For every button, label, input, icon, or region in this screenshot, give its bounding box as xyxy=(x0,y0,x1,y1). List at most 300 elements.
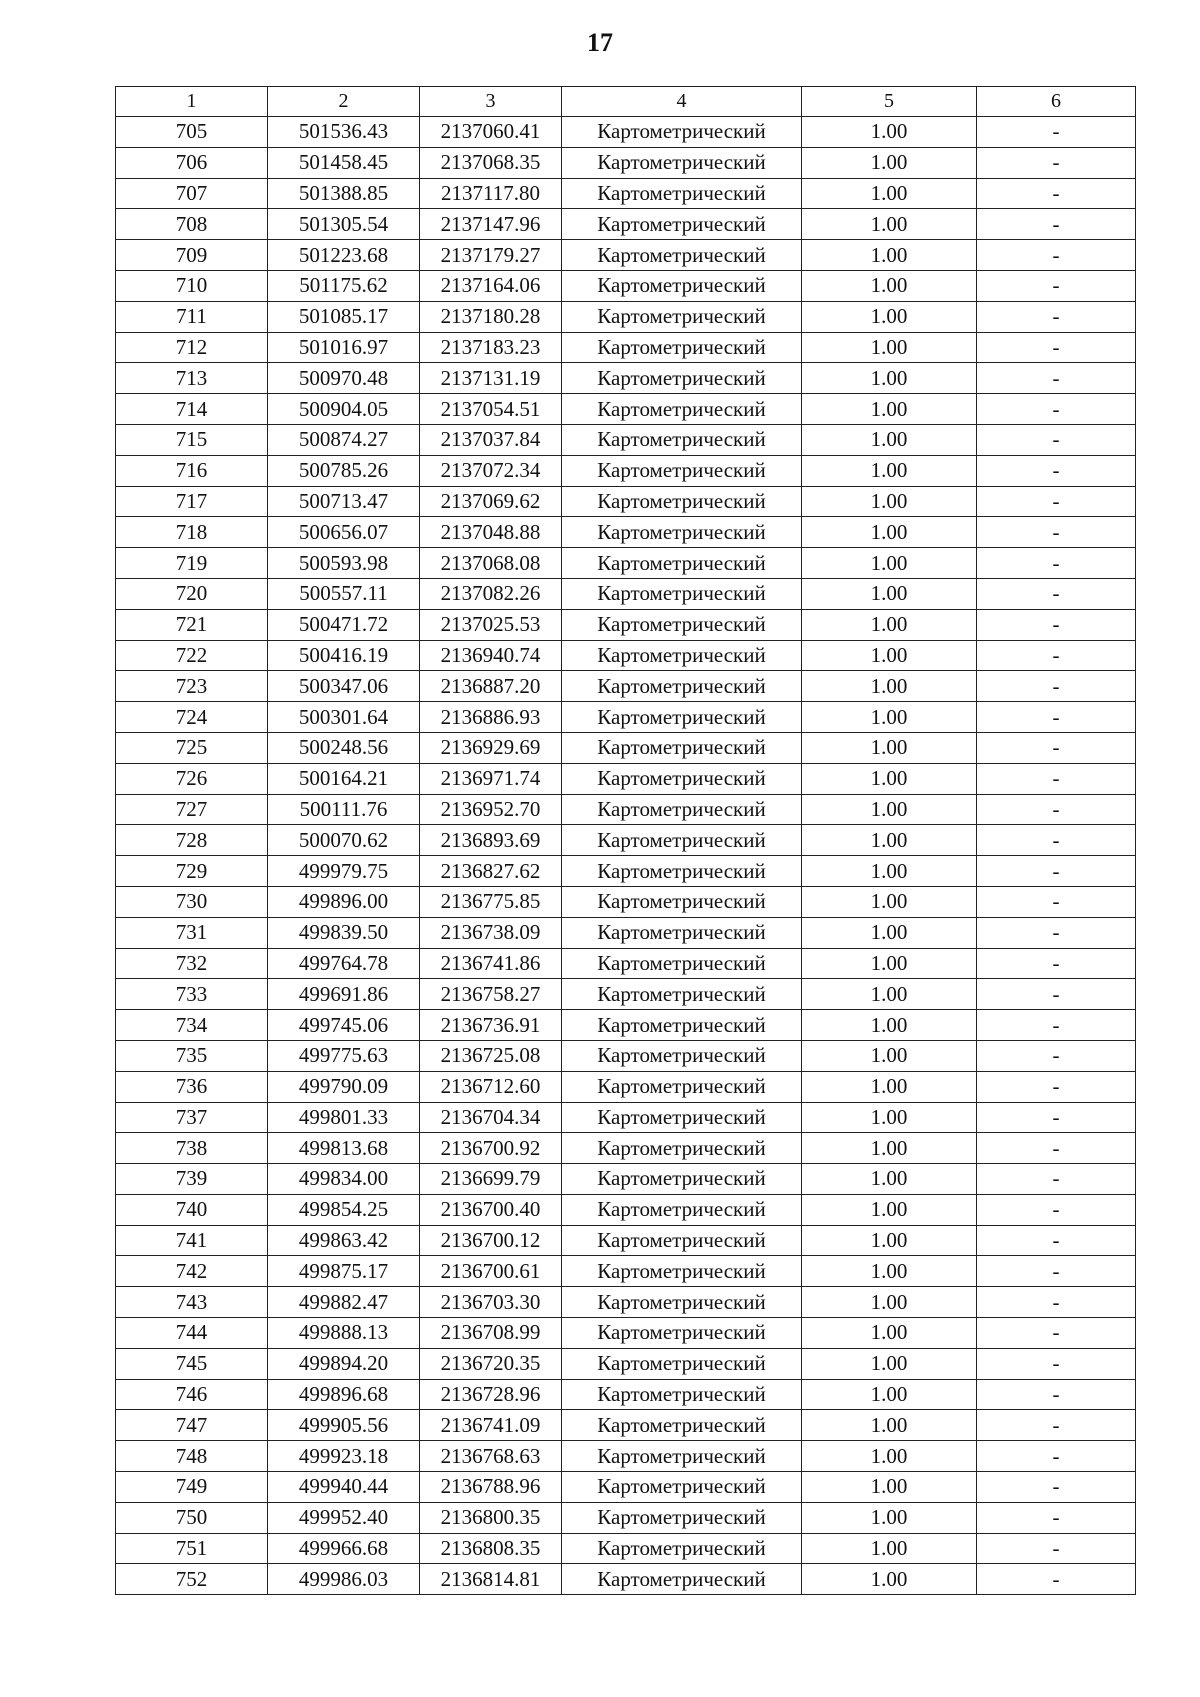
header-row xyxy=(116,87,1136,117)
y-coordinate-cell: 2136703.30 xyxy=(420,1287,562,1318)
table-row xyxy=(116,301,1136,332)
y-coordinate-cell: 2136758.27 xyxy=(420,979,562,1010)
description-cell: - xyxy=(977,825,1136,856)
table-row xyxy=(116,825,1136,856)
method-cell: Картометрический xyxy=(562,825,802,856)
x-coordinate-cell: 499854.25 xyxy=(268,1194,420,1225)
y-coordinate-cell: 2136736.91 xyxy=(420,1010,562,1041)
table-row xyxy=(116,1133,1136,1164)
x-coordinate-cell: 499745.06 xyxy=(268,1010,420,1041)
method-cell: Картометрический xyxy=(562,517,802,548)
accuracy-cell: 1.00 xyxy=(802,240,977,271)
point-number-cell: 738 xyxy=(116,1133,268,1164)
table-row xyxy=(116,1194,1136,1225)
description-cell: - xyxy=(977,1164,1136,1195)
description-cell: - xyxy=(977,270,1136,301)
method-cell: Картометрический xyxy=(562,394,802,425)
description-cell: - xyxy=(977,917,1136,948)
table-row xyxy=(116,1472,1136,1503)
table-row xyxy=(116,1441,1136,1472)
y-coordinate-cell: 2136700.12 xyxy=(420,1225,562,1256)
description-cell: - xyxy=(977,517,1136,548)
description-cell: - xyxy=(977,640,1136,671)
table-row xyxy=(116,363,1136,394)
y-coordinate-cell: 2136741.09 xyxy=(420,1410,562,1441)
description-cell: - xyxy=(977,1194,1136,1225)
method-cell: Картометрический xyxy=(562,1133,802,1164)
y-coordinate-cell: 2136887.20 xyxy=(420,671,562,702)
table-row xyxy=(116,856,1136,887)
point-number-cell: 705 xyxy=(116,117,268,148)
point-number-cell: 706 xyxy=(116,147,268,178)
method-cell: Картометрический xyxy=(562,1194,802,1225)
description-cell: - xyxy=(977,702,1136,733)
y-coordinate-cell: 2137037.84 xyxy=(420,424,562,455)
table-row xyxy=(116,1348,1136,1379)
y-coordinate-cell: 2136929.69 xyxy=(420,732,562,763)
point-number-cell: 725 xyxy=(116,732,268,763)
table-row xyxy=(116,1318,1136,1349)
y-coordinate-cell: 2136712.60 xyxy=(420,1071,562,1102)
description-cell: - xyxy=(977,1010,1136,1041)
point-number-cell: 716 xyxy=(116,455,268,486)
description-cell: - xyxy=(977,1133,1136,1164)
y-coordinate-cell: 2137164.06 xyxy=(420,270,562,301)
description-cell: - xyxy=(977,1472,1136,1503)
description-cell: - xyxy=(977,394,1136,425)
description-cell: - xyxy=(977,1225,1136,1256)
description-cell: - xyxy=(977,671,1136,702)
point-number-cell: 721 xyxy=(116,609,268,640)
table-row xyxy=(116,1010,1136,1041)
x-coordinate-cell: 499905.56 xyxy=(268,1410,420,1441)
x-coordinate-cell: 499896.00 xyxy=(268,886,420,917)
method-cell: Картометрический xyxy=(562,178,802,209)
point-number-cell: 708 xyxy=(116,209,268,240)
x-coordinate-cell: 499813.68 xyxy=(268,1133,420,1164)
accuracy-cell: 1.00 xyxy=(802,455,977,486)
description-cell: - xyxy=(977,240,1136,271)
y-coordinate-cell: 2136814.81 xyxy=(420,1564,562,1595)
accuracy-cell: 1.00 xyxy=(802,886,977,917)
description-cell: - xyxy=(977,732,1136,763)
y-coordinate-cell: 2136800.35 xyxy=(420,1502,562,1533)
method-cell: Картометрический xyxy=(562,455,802,486)
table-row xyxy=(116,671,1136,702)
point-number-cell: 735 xyxy=(116,1040,268,1071)
description-cell: - xyxy=(977,1256,1136,1287)
header-cell-3: 3 xyxy=(420,87,562,117)
y-coordinate-cell: 2137179.27 xyxy=(420,240,562,271)
description-cell: - xyxy=(977,1318,1136,1349)
accuracy-cell: 1.00 xyxy=(802,1410,977,1441)
description-cell: - xyxy=(977,763,1136,794)
point-number-cell: 737 xyxy=(116,1102,268,1133)
point-number-cell: 719 xyxy=(116,548,268,579)
description-cell: - xyxy=(977,1410,1136,1441)
method-cell: Картометрический xyxy=(562,1410,802,1441)
point-number-cell: 728 xyxy=(116,825,268,856)
x-coordinate-cell: 499940.44 xyxy=(268,1472,420,1503)
table-row xyxy=(116,979,1136,1010)
x-coordinate-cell: 500713.47 xyxy=(268,486,420,517)
point-number-cell: 751 xyxy=(116,1533,268,1564)
accuracy-cell: 1.00 xyxy=(802,178,977,209)
accuracy-cell: 1.00 xyxy=(802,609,977,640)
y-coordinate-cell: 2136768.63 xyxy=(420,1441,562,1472)
table-row xyxy=(116,917,1136,948)
accuracy-cell: 1.00 xyxy=(802,1533,977,1564)
accuracy-cell: 1.00 xyxy=(802,301,977,332)
accuracy-cell: 1.00 xyxy=(802,486,977,517)
y-coordinate-cell: 2136720.35 xyxy=(420,1348,562,1379)
accuracy-cell: 1.00 xyxy=(802,1102,977,1133)
y-coordinate-cell: 2136886.93 xyxy=(420,702,562,733)
accuracy-cell: 1.00 xyxy=(802,794,977,825)
table-row xyxy=(116,794,1136,825)
table-row xyxy=(116,424,1136,455)
table-row xyxy=(116,178,1136,209)
x-coordinate-cell: 501175.62 xyxy=(268,270,420,301)
y-coordinate-cell: 2137054.51 xyxy=(420,394,562,425)
description-cell: - xyxy=(977,363,1136,394)
x-coordinate-cell: 500347.06 xyxy=(268,671,420,702)
x-coordinate-cell: 499775.63 xyxy=(268,1040,420,1071)
method-cell: Картометрический xyxy=(562,363,802,394)
method-cell: Картометрический xyxy=(562,1164,802,1195)
point-number-cell: 713 xyxy=(116,363,268,394)
table-row xyxy=(116,609,1136,640)
table-row xyxy=(116,1256,1136,1287)
accuracy-cell: 1.00 xyxy=(802,1010,977,1041)
method-cell: Картометрический xyxy=(562,702,802,733)
point-number-cell: 747 xyxy=(116,1410,268,1441)
method-cell: Картометрический xyxy=(562,1102,802,1133)
y-coordinate-cell: 2136741.86 xyxy=(420,948,562,979)
x-coordinate-cell: 501085.17 xyxy=(268,301,420,332)
description-cell: - xyxy=(977,609,1136,640)
method-cell: Картометрический xyxy=(562,1441,802,1472)
accuracy-cell: 1.00 xyxy=(802,1133,977,1164)
point-number-cell: 724 xyxy=(116,702,268,733)
x-coordinate-cell: 499923.18 xyxy=(268,1441,420,1472)
y-coordinate-cell: 2136700.92 xyxy=(420,1133,562,1164)
point-number-cell: 707 xyxy=(116,178,268,209)
point-number-cell: 722 xyxy=(116,640,268,671)
accuracy-cell: 1.00 xyxy=(802,1256,977,1287)
method-cell: Картометрический xyxy=(562,1010,802,1041)
point-number-cell: 752 xyxy=(116,1564,268,1595)
description-cell: - xyxy=(977,548,1136,579)
method-cell: Картометрический xyxy=(562,424,802,455)
table-row xyxy=(116,517,1136,548)
table-body xyxy=(116,117,1136,1595)
method-cell: Картометрический xyxy=(562,270,802,301)
method-cell: Картометрический xyxy=(562,732,802,763)
x-coordinate-cell: 499979.75 xyxy=(268,856,420,887)
description-cell: - xyxy=(977,178,1136,209)
accuracy-cell: 1.00 xyxy=(802,671,977,702)
header-cell-6: 6 xyxy=(977,87,1136,117)
x-coordinate-cell: 499691.86 xyxy=(268,979,420,1010)
accuracy-cell: 1.00 xyxy=(802,1071,977,1102)
description-cell: - xyxy=(977,1102,1136,1133)
description-cell: - xyxy=(977,1040,1136,1071)
x-coordinate-cell: 501016.97 xyxy=(268,332,420,363)
method-cell: Картометрический xyxy=(562,240,802,271)
y-coordinate-cell: 2136700.40 xyxy=(420,1194,562,1225)
table-row xyxy=(116,1533,1136,1564)
method-cell: Картометрический xyxy=(562,640,802,671)
y-coordinate-cell: 2137069.62 xyxy=(420,486,562,517)
x-coordinate-cell: 499888.13 xyxy=(268,1318,420,1349)
point-number-cell: 729 xyxy=(116,856,268,887)
description-cell: - xyxy=(977,1564,1136,1595)
method-cell: Картометрический xyxy=(562,548,802,579)
description-cell: - xyxy=(977,455,1136,486)
description-cell: - xyxy=(977,794,1136,825)
y-coordinate-cell: 2136827.62 xyxy=(420,856,562,887)
accuracy-cell: 1.00 xyxy=(802,1287,977,1318)
point-number-cell: 745 xyxy=(116,1348,268,1379)
point-number-cell: 711 xyxy=(116,301,268,332)
y-coordinate-cell: 2137072.34 xyxy=(420,455,562,486)
method-cell: Картометрический xyxy=(562,1040,802,1071)
table-row xyxy=(116,1225,1136,1256)
point-number-cell: 723 xyxy=(116,671,268,702)
description-cell: - xyxy=(977,147,1136,178)
x-coordinate-cell: 499882.47 xyxy=(268,1287,420,1318)
method-cell: Картометрический xyxy=(562,1379,802,1410)
y-coordinate-cell: 2136700.61 xyxy=(420,1256,562,1287)
x-coordinate-cell: 500301.64 xyxy=(268,702,420,733)
description-cell: - xyxy=(977,1071,1136,1102)
y-coordinate-cell: 2136808.35 xyxy=(420,1533,562,1564)
description-cell: - xyxy=(977,1502,1136,1533)
point-number-cell: 712 xyxy=(116,332,268,363)
accuracy-cell: 1.00 xyxy=(802,578,977,609)
y-coordinate-cell: 2136699.79 xyxy=(420,1164,562,1195)
method-cell: Картометрический xyxy=(562,1225,802,1256)
y-coordinate-cell: 2137060.41 xyxy=(420,117,562,148)
table-row xyxy=(116,1287,1136,1318)
x-coordinate-cell: 500970.48 xyxy=(268,363,420,394)
point-number-cell: 714 xyxy=(116,394,268,425)
point-number-cell: 739 xyxy=(116,1164,268,1195)
accuracy-cell: 1.00 xyxy=(802,1441,977,1472)
accuracy-cell: 1.00 xyxy=(802,117,977,148)
x-coordinate-cell: 501458.45 xyxy=(268,147,420,178)
page-number: 17 xyxy=(587,28,613,57)
x-coordinate-cell: 499834.00 xyxy=(268,1164,420,1195)
method-cell: Картометрический xyxy=(562,1348,802,1379)
accuracy-cell: 1.00 xyxy=(802,1472,977,1503)
point-number-cell: 720 xyxy=(116,578,268,609)
accuracy-cell: 1.00 xyxy=(802,856,977,887)
x-coordinate-cell: 499875.17 xyxy=(268,1256,420,1287)
accuracy-cell: 1.00 xyxy=(802,424,977,455)
table-row xyxy=(116,1564,1136,1595)
y-coordinate-cell: 2137147.96 xyxy=(420,209,562,240)
x-coordinate-cell: 500656.07 xyxy=(268,517,420,548)
y-coordinate-cell: 2137131.19 xyxy=(420,363,562,394)
table-row xyxy=(116,1071,1136,1102)
x-coordinate-cell: 499966.68 xyxy=(268,1533,420,1564)
point-number-cell: 748 xyxy=(116,1441,268,1472)
table-row xyxy=(116,209,1136,240)
accuracy-cell: 1.00 xyxy=(802,979,977,1010)
description-cell: - xyxy=(977,117,1136,148)
y-coordinate-cell: 2137082.26 xyxy=(420,578,562,609)
point-number-cell: 733 xyxy=(116,979,268,1010)
table-row xyxy=(116,763,1136,794)
point-number-cell: 731 xyxy=(116,917,268,948)
method-cell: Картометрический xyxy=(562,1071,802,1102)
description-cell: - xyxy=(977,209,1136,240)
method-cell: Картометрический xyxy=(562,209,802,240)
accuracy-cell: 1.00 xyxy=(802,1194,977,1225)
point-number-cell: 718 xyxy=(116,517,268,548)
table-row xyxy=(116,640,1136,671)
point-number-cell: 730 xyxy=(116,886,268,917)
table-row xyxy=(116,886,1136,917)
coordinates-table xyxy=(115,86,1136,1595)
x-coordinate-cell: 500557.11 xyxy=(268,578,420,609)
x-coordinate-cell: 500874.27 xyxy=(268,424,420,455)
accuracy-cell: 1.00 xyxy=(802,332,977,363)
accuracy-cell: 1.00 xyxy=(802,394,977,425)
point-number-cell: 740 xyxy=(116,1194,268,1225)
x-coordinate-cell: 500164.21 xyxy=(268,763,420,794)
accuracy-cell: 1.00 xyxy=(802,1318,977,1349)
description-cell: - xyxy=(977,1533,1136,1564)
method-cell: Картометрический xyxy=(562,671,802,702)
header-cell-4: 4 xyxy=(562,87,802,117)
x-coordinate-cell: 499894.20 xyxy=(268,1348,420,1379)
x-coordinate-cell: 501223.68 xyxy=(268,240,420,271)
x-coordinate-cell: 501388.85 xyxy=(268,178,420,209)
accuracy-cell: 1.00 xyxy=(802,1164,977,1195)
y-coordinate-cell: 2136971.74 xyxy=(420,763,562,794)
table-row xyxy=(116,147,1136,178)
y-coordinate-cell: 2136728.96 xyxy=(420,1379,562,1410)
point-number-cell: 717 xyxy=(116,486,268,517)
method-cell: Картометрический xyxy=(562,1564,802,1595)
description-cell: - xyxy=(977,1287,1136,1318)
point-number-cell: 750 xyxy=(116,1502,268,1533)
accuracy-cell: 1.00 xyxy=(802,825,977,856)
method-cell: Картометрический xyxy=(562,948,802,979)
y-coordinate-cell: 2137025.53 xyxy=(420,609,562,640)
table-row xyxy=(116,702,1136,733)
table-row xyxy=(116,394,1136,425)
method-cell: Картометрический xyxy=(562,763,802,794)
table-row xyxy=(116,732,1136,763)
x-coordinate-cell: 499764.78 xyxy=(268,948,420,979)
x-coordinate-cell: 500070.62 xyxy=(268,825,420,856)
method-cell: Картометрический xyxy=(562,486,802,517)
point-number-cell: 709 xyxy=(116,240,268,271)
table-row xyxy=(116,1410,1136,1441)
table-row xyxy=(116,117,1136,148)
x-coordinate-cell: 500416.19 xyxy=(268,640,420,671)
header-cell-2: 2 xyxy=(268,87,420,117)
table-row xyxy=(116,948,1136,979)
header-cell-5: 5 xyxy=(802,87,977,117)
accuracy-cell: 1.00 xyxy=(802,209,977,240)
accuracy-cell: 1.00 xyxy=(802,1379,977,1410)
y-coordinate-cell: 2136708.99 xyxy=(420,1318,562,1349)
point-number-cell: 736 xyxy=(116,1071,268,1102)
method-cell: Картометрический xyxy=(562,609,802,640)
point-number-cell: 732 xyxy=(116,948,268,979)
method-cell: Картометрический xyxy=(562,1502,802,1533)
method-cell: Картометрический xyxy=(562,1472,802,1503)
method-cell: Картометрический xyxy=(562,979,802,1010)
table-row xyxy=(116,1040,1136,1071)
table-row xyxy=(116,455,1136,486)
point-number-cell: 742 xyxy=(116,1256,268,1287)
description-cell: - xyxy=(977,1379,1136,1410)
description-cell: - xyxy=(977,856,1136,887)
accuracy-cell: 1.00 xyxy=(802,1564,977,1595)
table-row xyxy=(116,270,1136,301)
x-coordinate-cell: 500785.26 xyxy=(268,455,420,486)
table-row xyxy=(116,1164,1136,1195)
method-cell: Картометрический xyxy=(562,1287,802,1318)
x-coordinate-cell: 499801.33 xyxy=(268,1102,420,1133)
accuracy-cell: 1.00 xyxy=(802,548,977,579)
point-number-cell: 727 xyxy=(116,794,268,825)
accuracy-cell: 1.00 xyxy=(802,1348,977,1379)
method-cell: Картометрический xyxy=(562,1256,802,1287)
accuracy-cell: 1.00 xyxy=(802,948,977,979)
x-coordinate-cell: 499986.03 xyxy=(268,1564,420,1595)
description-cell: - xyxy=(977,486,1136,517)
description-cell: - xyxy=(977,332,1136,363)
method-cell: Картометрический xyxy=(562,332,802,363)
table-row xyxy=(116,548,1136,579)
y-coordinate-cell: 2137068.35 xyxy=(420,147,562,178)
accuracy-cell: 1.00 xyxy=(802,763,977,794)
accuracy-cell: 1.00 xyxy=(802,1040,977,1071)
description-cell: - xyxy=(977,948,1136,979)
x-coordinate-cell: 501305.54 xyxy=(268,209,420,240)
x-coordinate-cell: 499952.40 xyxy=(268,1502,420,1533)
accuracy-cell: 1.00 xyxy=(802,1502,977,1533)
table-row xyxy=(116,1379,1136,1410)
y-coordinate-cell: 2137048.88 xyxy=(420,517,562,548)
point-number-cell: 746 xyxy=(116,1379,268,1410)
accuracy-cell: 1.00 xyxy=(802,517,977,548)
description-cell: - xyxy=(977,578,1136,609)
table-row xyxy=(116,1502,1136,1533)
method-cell: Картометрический xyxy=(562,794,802,825)
y-coordinate-cell: 2136738.09 xyxy=(420,917,562,948)
point-number-cell: 726 xyxy=(116,763,268,794)
description-cell: - xyxy=(977,886,1136,917)
table-row xyxy=(116,486,1136,517)
y-coordinate-cell: 2136788.96 xyxy=(420,1472,562,1503)
point-number-cell: 749 xyxy=(116,1472,268,1503)
y-coordinate-cell: 2137068.08 xyxy=(420,548,562,579)
accuracy-cell: 1.00 xyxy=(802,1225,977,1256)
x-coordinate-cell: 500111.76 xyxy=(268,794,420,825)
point-number-cell: 734 xyxy=(116,1010,268,1041)
y-coordinate-cell: 2136940.74 xyxy=(420,640,562,671)
table-row xyxy=(116,332,1136,363)
method-cell: Картометрический xyxy=(562,1318,802,1349)
